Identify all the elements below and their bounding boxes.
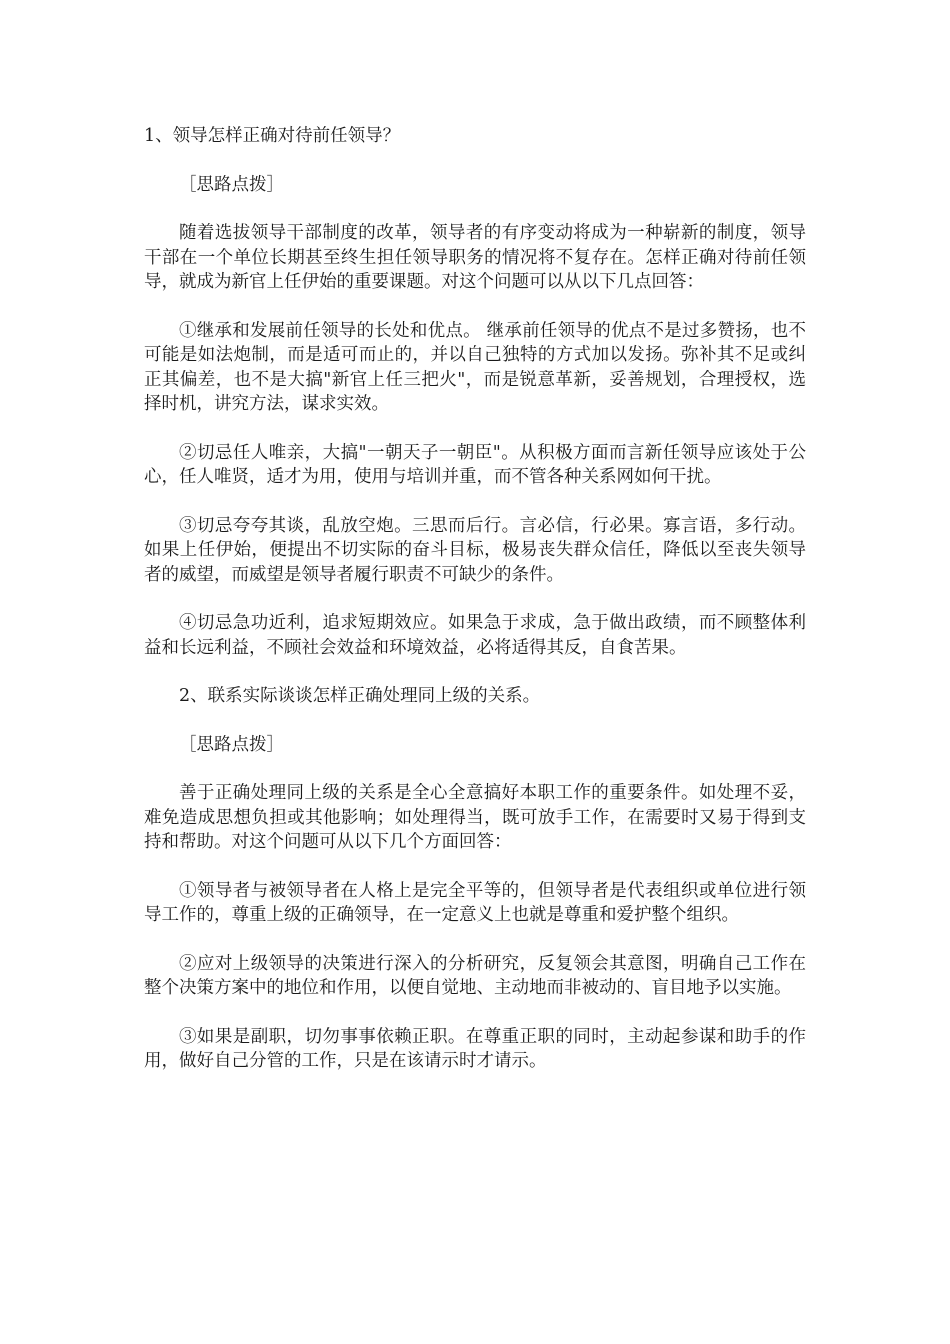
hint-label: ［思路点拨］ — [179, 174, 284, 195]
answer-point: ③如果是副职，切勿事事依赖正职。在尊重正职的同时，主动起参谋和助手的作用，做好自己分管的工作，只是在该请示时才请示。 — [144, 1026, 806, 1071]
answer-point: ①继承和发展前任领导的长处和优点。 继承前任领导的优点不是过多赞扬，也不可能是如法炮制，而是适可而止的，并以自己独特的方式加以发扬。弥补其不足或纠正其偏差，也不是大搞"新官上任三把火"，而是锐意革新，妥善规划，合理授权，选择时机，讲究方法，谋求实效。 — [144, 320, 806, 414]
answer-point: ②应对上级领导的决策进行深入的分析研究，反复领会其意图，明确自己工作在整个决策方案中的地位和作用，以便自觉地、主动地而非被动的、盲目地予以实施。 — [144, 953, 806, 998]
hint-label: ［思路点拨］ — [179, 734, 284, 755]
question-heading: 1、领导怎样正确对待前任领导？ — [144, 126, 401, 146]
body-paragraph: 随着选拔领导干部制度的改革，领导者的有序变动将成为一种崭新的制度，领导干部在一个单位长期甚至终生担任领导职务的情况将不复存在。怎样正确对待前任领导，就成为新官上任伊始的重要课题。对这个问题可以从以下几点回答： — [144, 223, 806, 292]
answer-point: ②切忌任人唯亲，大搞"一朝天子一朝臣"。从积极方面而言新任领导应该处于公心，任人唯贤，适才为用，使用与培训并重，而不管各种关系网如何干扰。 — [144, 442, 806, 487]
answer-point: ④切忌急功近利，追求短期效应。如果急于求成，急于做出政绩，而不顾整体利益和长远利益，不顾社会效益和环境效益，必将适得其反，自食苦果。 — [144, 613, 806, 658]
answer-point: ③切忌夸夸其谈，乱放空炮。三思而后行。言必信，行必果。寡言语，多行动。如果上任伊始，便提出不切实际的奋斗目标，极易丧失群众信任，降低以至丧失领导者的威望，而威望是领导者履行职责不可缺少的条件。 — [144, 515, 806, 585]
body-paragraph: 善于正确处理同上级的关系是全心全意搞好本职工作的重要条件。如处理不妥，难免造成思想负担或其他影响；如处理得当，既可放手工作，在需要时又易于得到支持和帮助。对这个问题可从以下几个方面回答： — [144, 783, 806, 852]
question-heading: 2、联系实际谈谈怎样正确处理同上级的关系。 — [179, 686, 541, 706]
document-page — [144, 124, 806, 1074]
answer-point: ①领导者与被领导者在人格上是完全平等的，但领导者是代表组织或单位进行领导工作的，尊重上级的正确领导，在一定意义上也就是尊重和爱护整个组织。 — [144, 880, 806, 925]
